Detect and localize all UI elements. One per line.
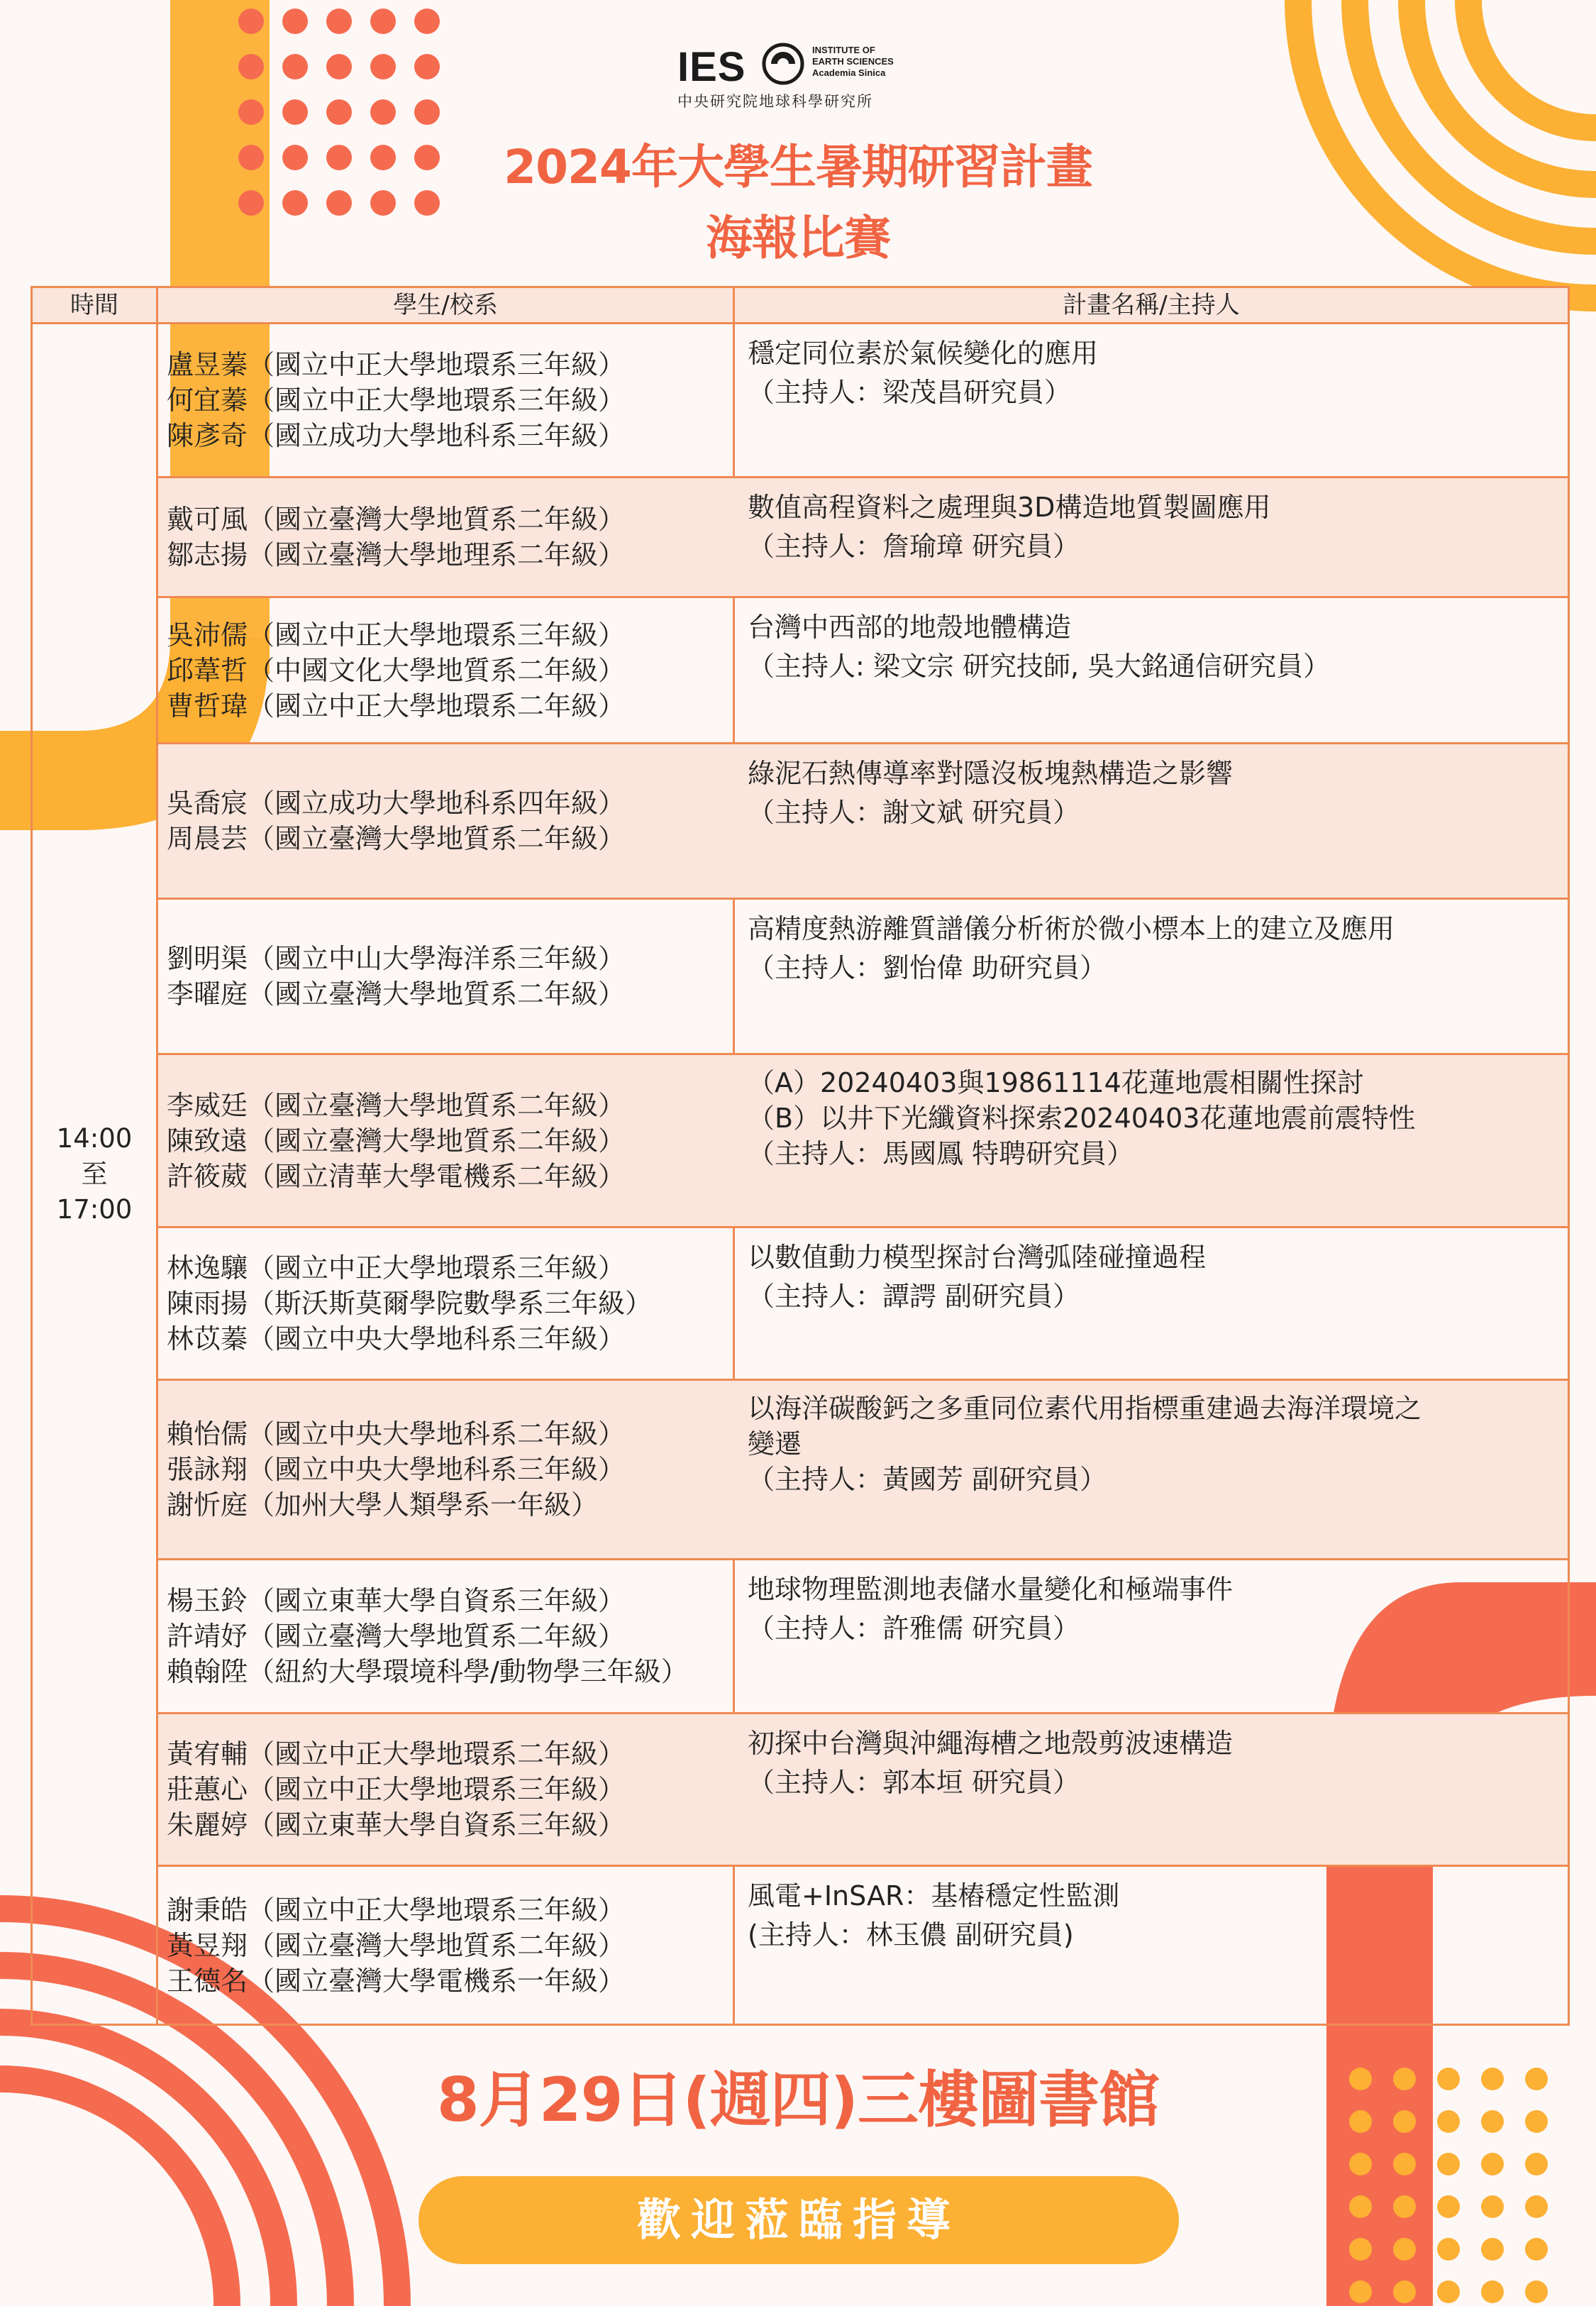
decor-dot [414, 54, 440, 79]
decor-dot [370, 9, 396, 34]
student-entry: 林苡蓁（國立中央大學地科系三年級） [167, 1323, 626, 1355]
logo-en-line: EARTH SCIENCES [812, 56, 894, 67]
decor-dot [1481, 2280, 1504, 2303]
project-title: 高精度熱游離質譜儀分析術於微小標本上的建立及應用 [748, 913, 1395, 944]
project-title: 變遷 [748, 1428, 802, 1460]
decor-dot [1349, 2280, 1372, 2303]
table-row [158, 324, 1568, 478]
decor-dot [1437, 2195, 1460, 2218]
logo-ies-text: IES [677, 44, 746, 90]
student-entry: 劉明渠（國立中山大學海洋系三年級） [167, 943, 626, 974]
student-entry: 許靖妤（國立臺灣大學地質系二年級） [167, 1621, 626, 1652]
decor-dot [1393, 2280, 1416, 2303]
time-end: 17:00 [56, 1193, 133, 1225]
project-cell [735, 1714, 1568, 1802]
decor-dot [1349, 2195, 1372, 2218]
student-entry: 周晨芸（國立臺灣大學地質系二年級） [167, 823, 626, 854]
project-title: 地球物理監測地表儲水量變化和極端事件 [748, 1574, 1234, 1605]
decor-dot [1393, 2153, 1416, 2175]
logo-english [812, 45, 926, 79]
project-host: （主持人：郭本垣 研究員） [748, 1767, 1080, 1798]
decor-dot [1525, 2195, 1548, 2218]
table-row [158, 1055, 1568, 1228]
student-entry: 謝秉皓（國立中正大學地環系三年級） [167, 1894, 626, 1926]
table-row [158, 1381, 1568, 1560]
project-cell [735, 1560, 1568, 1648]
institute-logo [677, 39, 919, 110]
project-cell [735, 324, 1568, 412]
project-cell [735, 1228, 1568, 1316]
project-title: （A）20240403與19861114花蓮地震相關性探討 [748, 1067, 1364, 1098]
table-row [158, 1714, 1568, 1867]
table-row [158, 1228, 1568, 1381]
project-host: （主持人：詹瑜璋 研究員） [748, 531, 1080, 562]
students-cell [158, 900, 733, 1053]
decor-dot [282, 54, 308, 79]
project-cell [735, 1055, 1568, 1171]
project-host: （主持人：劉怡偉 助研究員） [748, 952, 1107, 983]
header-time: 時間 [70, 291, 118, 319]
project-cell [735, 1867, 1568, 1955]
decor-dot [326, 54, 352, 79]
project-title: 初探中台灣與沖繩海槽之地殼剪波速構造 [748, 1728, 1234, 1759]
decor-dot [1481, 2153, 1504, 2175]
student-entry: 林逸驤（國立中正大學地環系三年級） [167, 1252, 626, 1284]
project-title: 以數值動力模型探討台灣弧陸碰撞過程 [748, 1242, 1207, 1273]
project-title: 台灣中西部的地殼地體構造 [748, 612, 1072, 643]
decor-dot [238, 99, 264, 125]
student-entry: 朱麗婷（國立東華大學自資系三年級） [167, 1809, 626, 1841]
project-host: （主持人：馬國鳳 特聘研究員） [748, 1138, 1134, 1169]
student-entry: 李威廷（國立臺灣大學地質系二年級） [167, 1089, 626, 1121]
decor-dot [238, 54, 264, 79]
students-cell [158, 598, 733, 742]
project-host: （主持人：黃國芳 副研究員） [748, 1464, 1107, 1495]
students-cell [158, 1867, 733, 2024]
decor-dot [1393, 2238, 1416, 2261]
logo-emblem-icon [761, 42, 805, 86]
time-start: 14:00 [56, 1122, 133, 1154]
student-entry: 陳致遠（國立臺灣大學地質系二年級） [167, 1125, 626, 1157]
logo-chinese: 中央研究院地球科學研究所 [677, 93, 873, 110]
student-entry: 李曜庭（國立臺灣大學地質系二年級） [167, 978, 626, 1010]
project-cell [735, 744, 1568, 832]
students-cell [158, 744, 733, 898]
table-row [158, 744, 1568, 900]
decor-dot [282, 9, 308, 34]
project-title: 風電+InSAR：基樁穩定性監測 [748, 1880, 1120, 1911]
decor-dot [1525, 2153, 1548, 2175]
project-title: 數值高程資料之處理與3D構造地質製圖應用 [748, 492, 1271, 523]
students-cell [158, 324, 733, 476]
decor-dot [1437, 2280, 1460, 2303]
decor-dot [326, 99, 352, 125]
header-students: 學生/校系 [393, 291, 498, 319]
student-entry: 黃昱翔（國立臺灣大學地質系二年級） [167, 1929, 626, 1961]
time-separator: 至 [81, 1158, 108, 1189]
student-entry: 曹哲瑋（國立中正大學地環系二年級） [167, 690, 626, 722]
student-entry: 許筱葳（國立清華大學電機系二年級） [167, 1160, 626, 1192]
decor-dot [1437, 2238, 1460, 2261]
decor-dot [238, 9, 264, 34]
table-row [158, 478, 1568, 598]
project-host: （主持人：梁茂昌研究員） [748, 377, 1072, 408]
decor-dot [1393, 2195, 1416, 2218]
project-cell [735, 598, 1568, 686]
schedule-table [31, 286, 1570, 2026]
project-title: 穩定同位素於氣候變化的應用 [748, 338, 1099, 369]
student-entry: 陳雨揚（斯沃斯莫爾學院數學系三年級） [167, 1288, 653, 1319]
decor-dot [1349, 2238, 1372, 2261]
table-row [158, 900, 1568, 1055]
student-entry: 楊玉鈴（國立東華大學自資系三年級） [167, 1585, 626, 1616]
student-entry: 莊蕙心（國立中正大學地環系三年級） [167, 1774, 626, 1805]
students-cell [158, 478, 733, 596]
decor-dot [282, 99, 308, 125]
decor-dot [370, 99, 396, 125]
decor-dot [414, 9, 440, 34]
decor-dot [1481, 2195, 1504, 2218]
header-project: 計畫名稱/主持人 [1063, 291, 1240, 319]
project-title: （B）以井下光纖資料探索20240403花蓮地震前震特性 [748, 1103, 1416, 1134]
project-title: 綠泥石熱傳導率對隱沒板塊熱構造之影響 [748, 758, 1234, 789]
project-cell [735, 478, 1568, 566]
student-entry: 王德名（國立臺灣大學電機系一年級） [167, 1965, 626, 1997]
student-entry: 賴怡儒（國立中央大學地科系二年級） [167, 1418, 626, 1450]
project-host: (主持人：林玉儂 副研究員) [748, 1919, 1074, 1951]
logo-en-line: Academia Sinica [812, 67, 886, 78]
project-cell [735, 1381, 1568, 1497]
decor-dot [1525, 2280, 1548, 2303]
project-host: （主持人：謝文斌 研究員） [748, 797, 1080, 828]
student-entry: 戴可風（國立臺灣大學地質系二年級） [167, 504, 626, 535]
table-row [158, 1867, 1568, 2024]
table-row [158, 1560, 1568, 1714]
logo-en-line: INSTITUTE OF [812, 45, 875, 55]
decor-dot [414, 99, 440, 125]
students-cell [158, 1055, 733, 1226]
students-cell [158, 1381, 733, 1558]
student-entry: 吳沛儒（國立中正大學地環系三年級） [167, 619, 626, 651]
welcome-banner: 歡迎蒞臨指導 [419, 2176, 1179, 2264]
decor-dot [1349, 2153, 1372, 2175]
decor-dot [1481, 2238, 1504, 2261]
table-header [33, 288, 1568, 324]
student-entry: 盧昱蓁（國立中正大學地環系三年級） [167, 349, 626, 380]
project-host: （主持人：譚諤 副研究員） [748, 1281, 1080, 1312]
decor-dot [1437, 2153, 1460, 2175]
student-entry: 賴翰陞（紐約大學環境科學/動物學三年級） [167, 1656, 688, 1687]
decor-dot [326, 9, 352, 34]
project-cell [735, 900, 1568, 988]
project-host: （主持人: 梁文宗 研究技師, 吳大銘通信研究員） [748, 651, 1331, 682]
student-entry: 張詠翔（國立中央大學地科系三年級） [167, 1454, 626, 1485]
student-entry: 陳彥奇（國立成功大學地科系三年級） [167, 420, 626, 451]
poster-subtitle: 海報比賽 [706, 211, 890, 265]
project-host: （主持人：許雅儒 研究員） [748, 1613, 1080, 1644]
student-entry: 邱葦哲（中國文化大學地質系二年級） [167, 654, 626, 686]
students-cell [158, 1228, 733, 1379]
student-entry: 黃宥輔（國立中正大學地環系二年級） [167, 1738, 626, 1770]
time-cell [33, 324, 156, 2024]
decor-dot [1525, 2238, 1548, 2261]
students-cell [158, 1714, 733, 1865]
decor-dot [370, 54, 396, 79]
event-date-location: 8月29日(週四)三樓圖書館 [436, 2065, 1160, 2136]
table-row [158, 598, 1568, 744]
students-cell [158, 1560, 733, 1712]
project-title: 以海洋碳酸鈣之多重同位素代用指標重建過去海洋環境之 [748, 1393, 1422, 1424]
student-entry: 謝忻庭（加州大學人類學系一年級） [167, 1489, 599, 1521]
student-entry: 何宜蓁（國立中正大學地環系三年級） [167, 385, 626, 416]
student-entry: 吳喬宸（國立成功大學地科系四年級） [167, 788, 626, 819]
student-entry: 鄒志揚（國立臺灣大學地理系二年級） [167, 539, 626, 570]
poster-title: 2024年大學生暑期研習計畫 [504, 140, 1092, 194]
